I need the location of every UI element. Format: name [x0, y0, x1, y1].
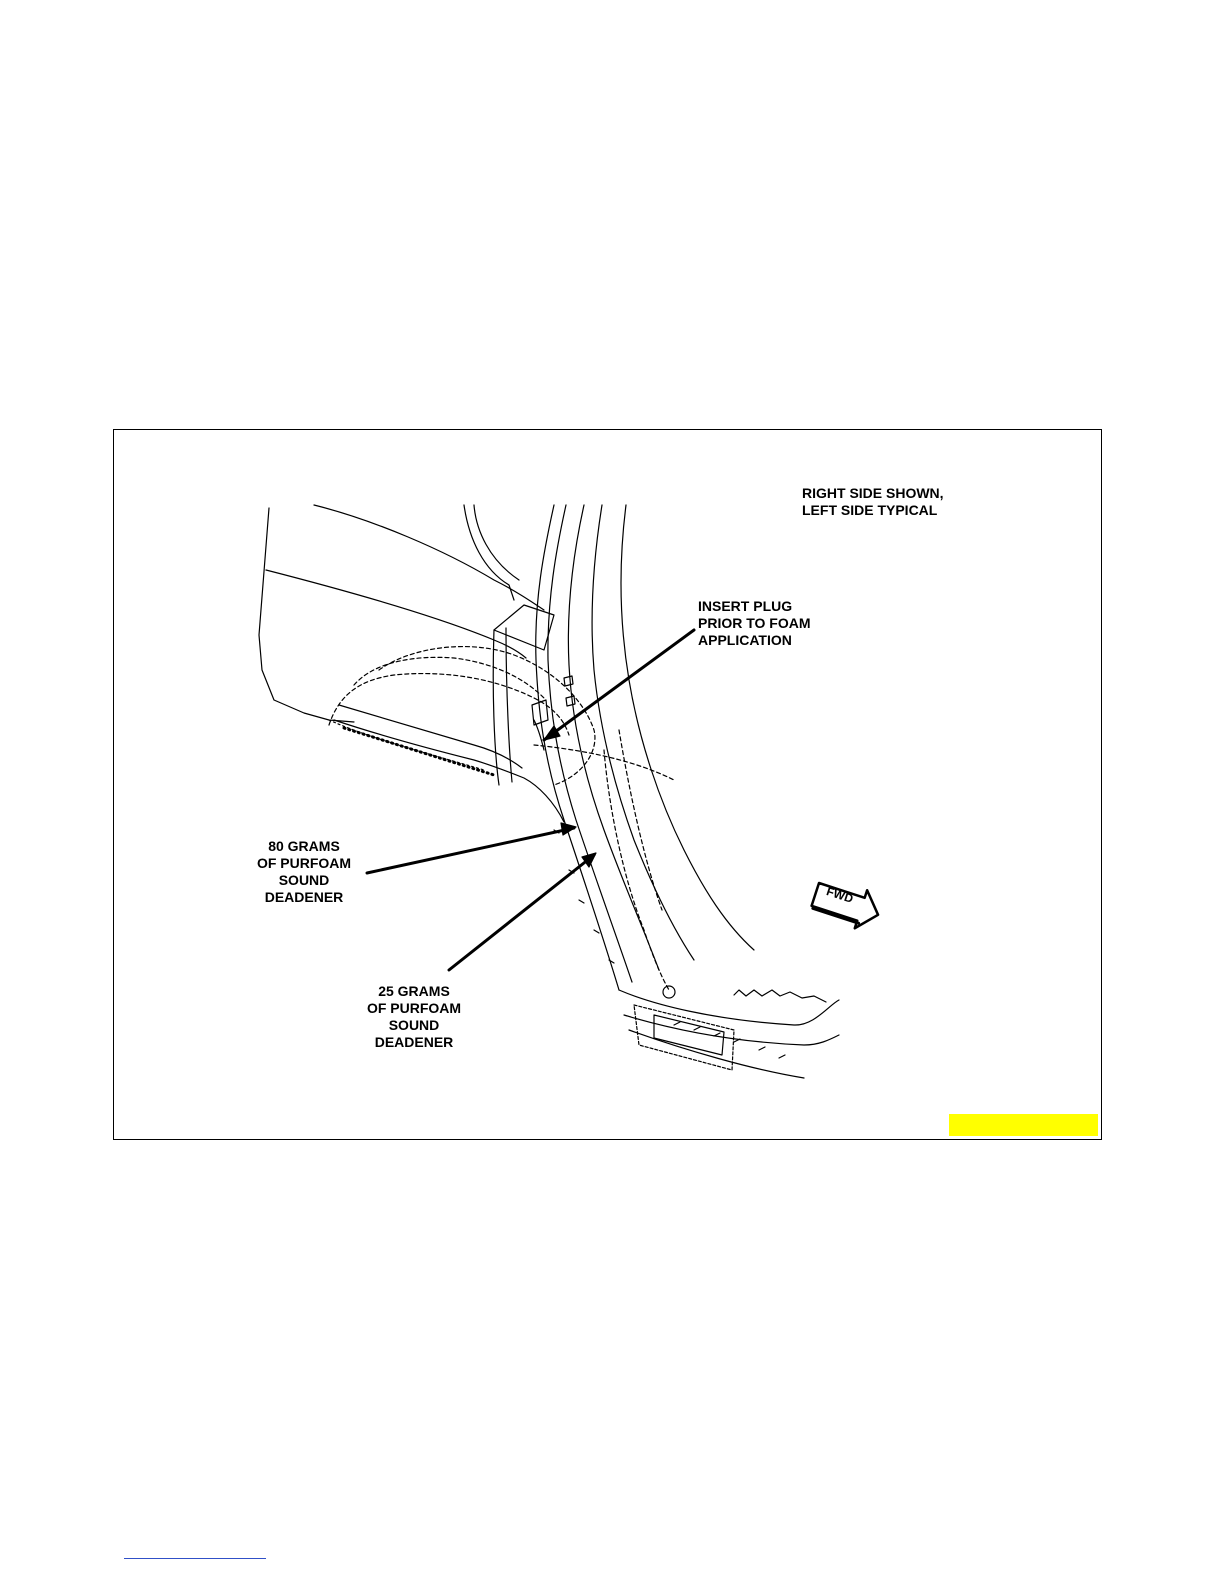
- pillar-dashed-vert-2: [619, 730, 662, 910]
- arrow-insert-plug-head: [544, 726, 560, 740]
- pillar-square-2: [566, 696, 575, 706]
- sill-crosses: [674, 1022, 785, 1058]
- quarter-panel-crease: [266, 570, 526, 658]
- quarter-panel-top: [314, 505, 544, 610]
- sill-box-2: [654, 1015, 724, 1055]
- purfoam-80-callout: 80 GRAMS OF PURFOAM SOUND DEADENER: [256, 838, 352, 905]
- vehicle-body-drawing: [114, 430, 1101, 1139]
- sill-plug-hole: [663, 986, 675, 998]
- inner-panel-dashed-2: [354, 657, 544, 698]
- diagram-frame: [113, 429, 1102, 1140]
- arrow-25-line: [449, 855, 594, 970]
- pillar-inner-left: [474, 505, 519, 580]
- view-note: RIGHT SIDE SHOWN, LEFT SIDE TYPICAL: [802, 485, 944, 518]
- yellow-highlight-box: [949, 1114, 1098, 1136]
- sill-notches: [734, 990, 826, 1002]
- pillar-outer-left: [464, 505, 514, 600]
- sill-top: [619, 990, 839, 1025]
- pillar-channel-side: [493, 630, 499, 785]
- pillar-front-b: [548, 505, 632, 982]
- rocker-hatch: [344, 728, 494, 775]
- pillar-crosses: [554, 830, 614, 963]
- arrow-insert-plug-line: [544, 630, 694, 740]
- footer-link-rule: [124, 1558, 266, 1559]
- fwd-label: FWD: [824, 884, 855, 906]
- quarter-panel-outline: [259, 508, 354, 722]
- sill-mid: [624, 1015, 839, 1045]
- pillar-front-d: [592, 505, 694, 960]
- arrow-25-head: [582, 853, 596, 867]
- pillar-dashed-vert: [604, 750, 669, 990]
- pillar-square-1: [564, 676, 573, 686]
- pillar-front-c: [568, 505, 659, 970]
- rocker-lower-line: [329, 720, 484, 770]
- arrow-80-line: [367, 828, 574, 873]
- pillar-front-e: [621, 505, 754, 950]
- insert-plug-callout: INSERT PLUG PRIOR TO FOAM APPLICATION: [698, 598, 811, 648]
- purfoam-25-callout: 25 GRAMS OF PURFOAM SOUND DEADENER: [366, 983, 462, 1050]
